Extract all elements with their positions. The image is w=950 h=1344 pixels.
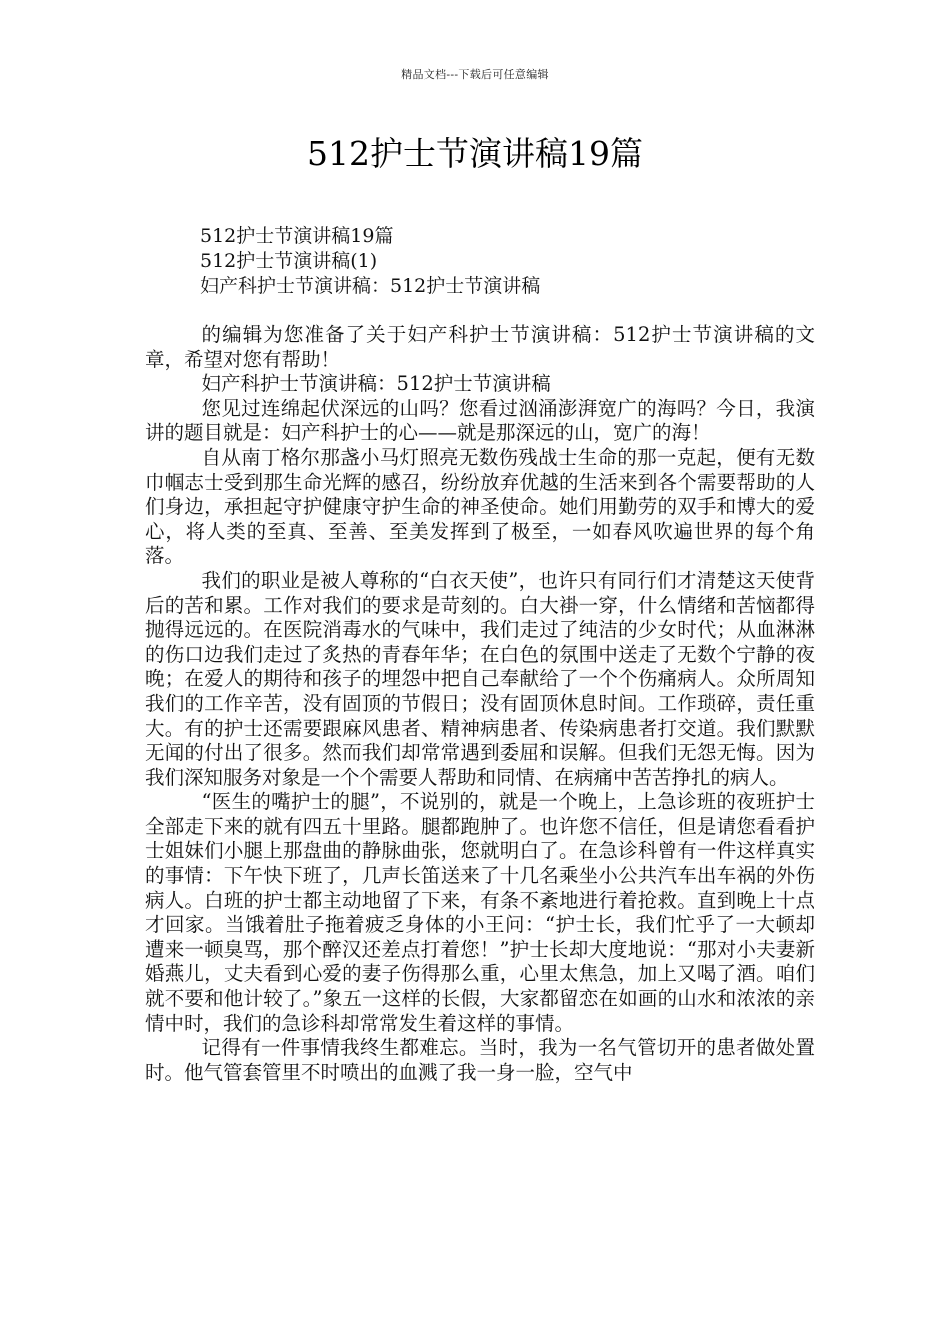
- body-paragraph: 您见过连绵起伏深远的山吗？您看过汹涌澎湃宽广的海吗？今日，我演讲的题目就是：妇产科护士的心——就是那深远的山，宽广的海！: [145, 396, 815, 445]
- body-paragraph: 妇产科护士节演讲稿：512护士节演讲稿: [201, 372, 551, 396]
- intro-line: 妇产科护士节演讲稿：512护士节演讲稿: [200, 275, 541, 297]
- body-paragraph: 的编辑为您准备了关于妇产科护士节演讲稿：512护士节演讲稿的文章，希望对您有帮助！: [145, 323, 815, 371]
- page-header: 精品文档---下载后可任意编辑: [401, 68, 549, 81]
- body-paragraph: 我们的职业是被人尊称的“白衣天使”，也许只有同行们才清楚这天使背后的苦和累。工作对我们的要求是苛刻的。白大褂一穿，什么情绪和苦恼都得抛得远远的。在医院消毒水的气味中，我们走过了纯洁的少女时代；从血淋淋的伤口边我们走过了炙热的青春年华；在白色的氛围中送走了无数个宁静的夜晚；在爱人的期待和孩子的埋怨中把自己奉献给了一个个伤痛病人。众所周知我们的工作辛苦，没有固顶的节假日；没有固顶休息时间。工作琐碎，责任重大。有的护士还需要跟麻风患者、精神病患者、传染病患者打交道。我们默默无闻的付出了很多。然而我们却常常遇到委屈和误解。但我们无怨无悔。因为我们深知服务对象是一个个需要人帮助和同情、在病痛中苦苦挣扎的病人。: [145, 568, 815, 789]
- intro-line: 512护士节演讲稿(1): [200, 250, 378, 272]
- article-body: [145, 323, 815, 1085]
- document-title: 512护士节演讲稿19篇: [307, 134, 643, 173]
- intro-block: [200, 224, 840, 299]
- body-paragraph: 记得有一件事情我终生都难忘。当时，我为一名气管切开的患者做处置时。他气管套管里不时喷出的血溅了我一身一脸，空气中: [145, 1036, 815, 1084]
- body-paragraph: 自从南丁格尔那盏小马灯照亮无数伤残战士生命的那一克起，便有无数巾帼志士受到那生命光辉的感召，纷纷放弃优越的生活来到各个需要帮助的人们身边，承担起守护健康守护生命的神圣使命。她们用勤劳的双手和博大的爱心，将人类的至真、至善、至美发挥到了极至，一如春风吹遍世界的每个角落。: [145, 445, 815, 568]
- intro-line: 512护士节演讲稿19篇: [200, 225, 394, 247]
- body-paragraph: “医生的嘴护士的腿”，不说别的，就是一个晚上，上急诊班的夜班护士全部走下来的就有四五十里路。腿都跑肿了。也许您不信任，但是请您看看护士姐妹们小腿上那盘曲的静脉曲张，您就明白了。在急诊科曾有一件这样真实的事情：下午快下班了，几声长笛送来了十几名乘坐小公共汽车出车祸的外伤病人。白班的护士都主动地留了下来，有条不紊地进行着抢救。直到晚上十点才回家。当饿着肚子拖着疲乏身体的小王问：“护士长，我们忙乎了一大顿却遭来一顿臭骂，那个醉汉还差点打着您！”护士长却大度地说：“那对小夫妻新婚燕儿，丈夫看到心爱的妻子伤得那么重，心里太焦急，加上又喝了酒。咱们就不要和他计较了。”象五一这样的长假，大家都留恋在如画的山水和浓浓的亲情中时，我们的急诊科却常常发生着这样的事情。: [145, 790, 815, 1035]
